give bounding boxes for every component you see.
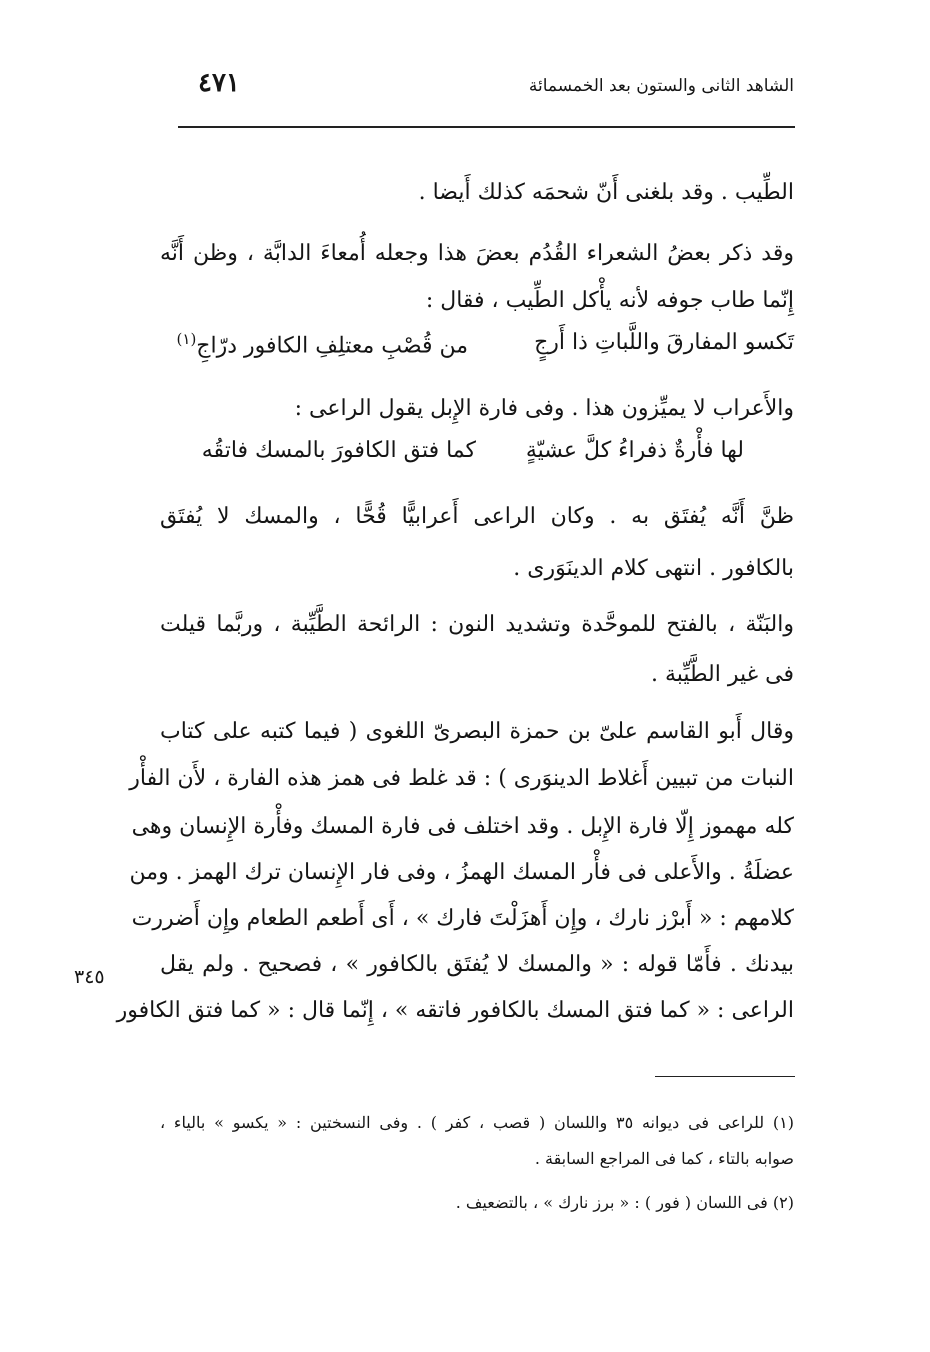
- text-line: فى غير الطَّيِّبة .: [650, 662, 794, 687]
- page-number: ٤٧١: [198, 68, 240, 98]
- footnote-2: (٢) فى اللسان ( فور ) : « برز نارك » ، بالتضعيف .: [455, 1193, 794, 1212]
- footnote-rule: [655, 1076, 795, 1077]
- header-rule: [178, 126, 795, 128]
- margin-page-number: ٣٤٥: [74, 966, 105, 988]
- text-line: إِنّما طاب جوفه لأنه يأْكل الطِّيب ، فقال :: [425, 288, 794, 313]
- verse-1-second-hemistich: [177, 330, 468, 358]
- footnote-1-line-1: (١) للراعى فى ديوانه ٣٥ واللسان ( قصب ، كفر ) . وفى النسختين : « يكسو » بالياء ،: [160, 1113, 795, 1132]
- text-line: عضلَةُ . والأَعلى فى فأْر المسك الهمزُ ، وفى فار الإِنسان ترك الهمز . ومن: [129, 860, 794, 885]
- text-line: كلامهم : « أَبرْز نارك ، وإِن أَهزَلْتَ فارك » ، أَى أَطعم الطعام وإِن أَضررت: [131, 906, 794, 931]
- text-line: والبَنّة ، بالفتح للموحَّدة وتشديد النون : الرائحة الطَّيِّبة ، وربَّما قيلت: [160, 612, 794, 637]
- text-line: بيدنك . فأَمّا قوله : « والمسك لا يُفتَق بالكافور » ، فصحيح . ولم يقل: [160, 952, 794, 977]
- verse-1-second-text: من قُصْبِ معتلِفِ الكافور درّاجِ: [196, 333, 468, 359]
- footnote-marker: (١): [176, 330, 197, 348]
- text-line: بالكافور . انتهى كلام الدينَوَرى .: [513, 556, 794, 581]
- text-line: والأَعراب لا يميِّزون هذا . وفى فارة الإِبل يقول الراعى :: [294, 396, 794, 421]
- text-line: الطِّيب . وقد بلغنى أَنّ شحمَه كذلك أَيضا .: [418, 180, 794, 205]
- text-line: وقال أَبو القاسم علىّ بن حمزة البصرىّ اللغوى ( فيما كتبه على كتاب: [160, 719, 794, 744]
- text-line: كله مهموز إِلّا فارة الإِبل . وقد اختلف فى فارة المسك وفأْرة الإِنسان وهى: [131, 814, 794, 839]
- text-line: وقد ذكر بعضُ الشعراء القُدُم بعضَ هذا وجعله أُمعاءَ الدابَّة ، وظن أَنَّه: [160, 241, 794, 266]
- text-line: الراعى : « كما فتق المسك بالكافور فاتقه » ، إِنّما قال : « كما فتق الكافور: [116, 998, 794, 1023]
- verse-2-second-hemistich: كما فتق الكافورَ بالمسك فاتقُه: [201, 438, 476, 463]
- text-line: النبات من تبيين أَغلاط الدينوَرى ) : قد غلط فى همز هذه الفارة ، لأَن الفأْر: [129, 766, 794, 791]
- footnote-1-line-2: صوابه بالتاء ، كما فى المراجع السابقة .: [534, 1149, 794, 1168]
- verse-1-first-hemistich: تَكسو المفارقَ واللَّباتِ ذا أَرجٍ: [534, 330, 794, 355]
- text-line: ظنَّ أَنَّه يُفتَق به . وكان الراعى أَعرابيًّا قُحًّا ، والمسك لا يُفتَق: [160, 504, 794, 529]
- verse-2-first-hemistich: لها فأْرةٌ ذفراءُ كلَّ عشيّةٍ: [525, 438, 744, 463]
- running-header-title: الشاهد الثانى والستون بعد الخمسمائة: [528, 76, 794, 96]
